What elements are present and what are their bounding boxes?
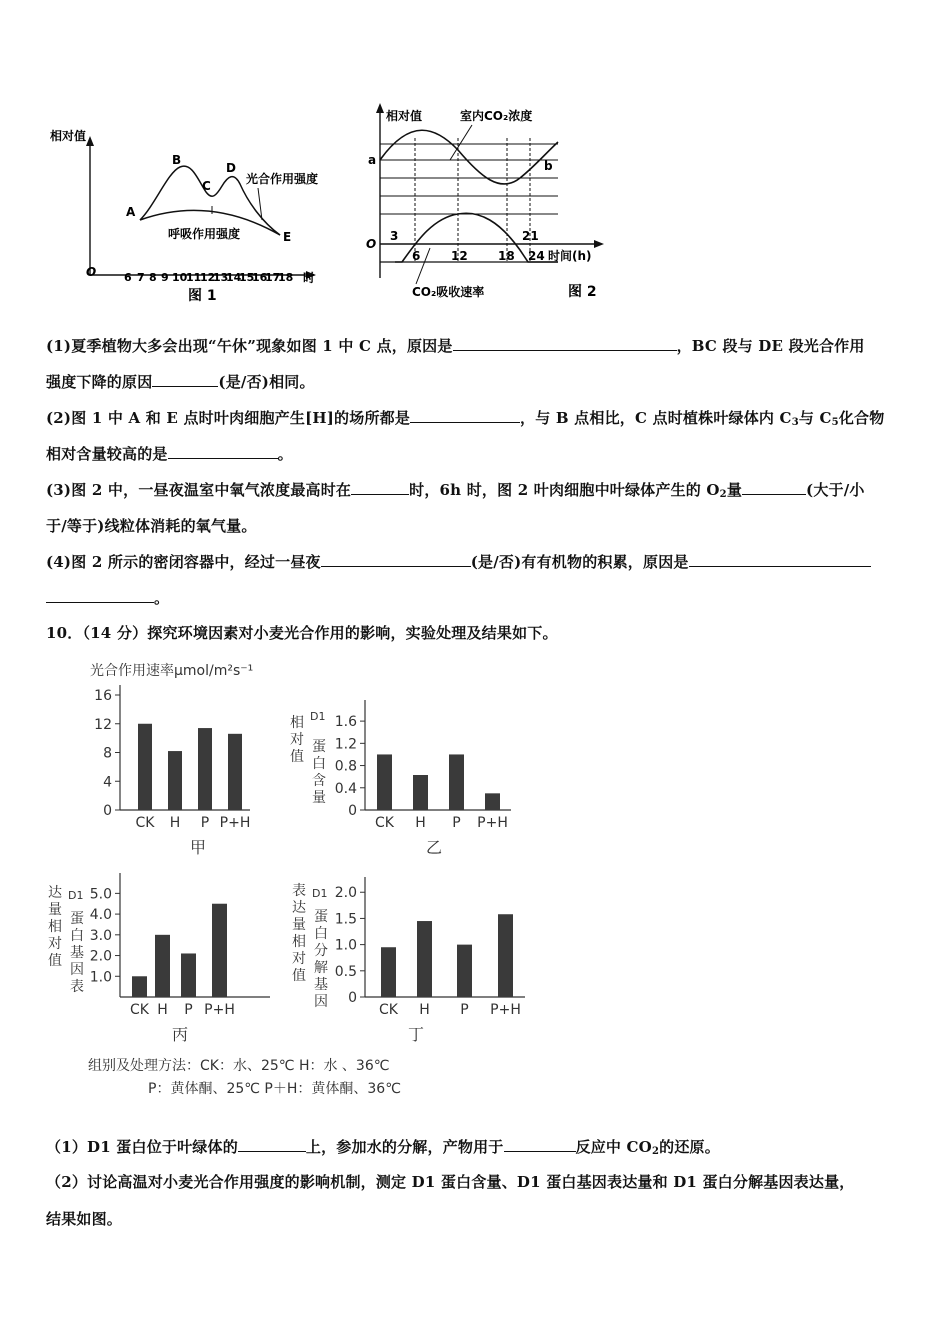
chart-1-xtick-label: H: [415, 815, 426, 831]
chart-yi-ylabel: 蛋白含量相对值D1: [290, 710, 326, 806]
chart-0-ytick-label: 8: [103, 745, 112, 762]
chart-3-xtick-label: P: [460, 1002, 469, 1018]
chart-0-ytick-label: 12: [94, 716, 112, 733]
point-C: C: [202, 179, 211, 193]
chart-0-xtick-label: CK: [135, 815, 155, 831]
chart-3-xtick-label: CK: [379, 1002, 398, 1018]
svg-text:18: 18: [498, 249, 515, 263]
chart-0-xtick-label: P+H: [219, 815, 251, 831]
chart-3-ytick-label: 1.5: [334, 911, 357, 928]
chart-1-ytick-label: 1.6: [334, 714, 357, 731]
fig2-co2-curve: [380, 130, 558, 184]
figure-1: [40, 110, 330, 310]
svg-text:12: 12: [200, 271, 216, 284]
chart-0-ytick-label: 0: [103, 803, 112, 819]
chart-2-bar-P: [181, 953, 196, 997]
q1-blank-2[interactable]: [152, 372, 218, 387]
svg-text:6: 6: [412, 249, 421, 263]
svg-text:7: 7: [137, 271, 145, 284]
chart-2-ytick-label: 2.0: [89, 948, 112, 965]
chart-2-xtick-label: P: [184, 1002, 193, 1018]
chart-3-ytick-label: 0.5: [334, 963, 357, 980]
q3-blank-2[interactable]: [742, 480, 806, 495]
fig1-resp-label: 呼吸作用强度: [168, 227, 241, 241]
chart-0-bar-CK: [138, 724, 152, 810]
chart-2-xtick-label: P+H: [204, 1002, 235, 1018]
chart-3-ytick-label: 2.0: [334, 885, 357, 902]
chart-0-xtick-label: P: [200, 815, 210, 831]
svg-text:10: 10: [172, 271, 188, 284]
q4-line2: 。: [46, 587, 906, 609]
chart-1-ytick-label: 0.4: [334, 780, 357, 797]
chart-1-bar-CK: [377, 754, 392, 810]
chart-1-bar-P+H: [485, 793, 500, 810]
chart-3-bar-CK: [381, 947, 396, 997]
q2-line1: (2)图 1 中 A 和 E 点时叶肉细胞产生[H]的场所都是 ，与 B 点相比，C 点时植株叶绿体内 $C_3$与 $C_5$化合物: [46, 409, 885, 428]
legend-note-line2: P：黄体酮、25℃ P＋H：黄体酮、36℃: [148, 1081, 401, 1097]
chart-3-xtick-label: P+H: [490, 1002, 521, 1018]
chart-2-bar-CK: [132, 976, 147, 997]
chart-0-ytick-label: 4: [103, 774, 112, 791]
fig1-origin: O: [86, 265, 97, 279]
svg-text:9: 9: [161, 271, 169, 284]
q3-line2: 于/等于)线粒体消耗的氧气量。: [46, 517, 257, 535]
q2-line2: 相对含量较高的是 。: [46, 445, 293, 463]
chart-1-bar-P: [449, 754, 464, 810]
chart-2-ytick-label: 3.0: [89, 927, 112, 944]
chart-1-bar-H: [413, 775, 428, 810]
chart-1-xtick-label: P: [452, 815, 461, 831]
fig1-photo-label: 光合作用强度: [246, 172, 319, 186]
svg-text:16: 16: [252, 271, 268, 284]
chart-bing-ylabel: 达量相对值蛋白基因表D1: [48, 885, 84, 995]
svg-text:8: 8: [149, 271, 157, 284]
chart-0-ytick-label: 16: [94, 688, 112, 704]
chart-2-xtick-label: H: [157, 1002, 168, 1018]
chart-ding-ylabel: 表达量相对值蛋白分解基因D1: [292, 883, 328, 1010]
fig2-ylabel: 相对值: [386, 109, 423, 123]
q4-blank-1[interactable]: [321, 552, 471, 567]
chart-1-title: 乙: [426, 838, 443, 857]
svg-text:21: 21: [522, 229, 539, 243]
fig2-co2-label: 室内CO₂浓度: [460, 109, 533, 123]
q10-stem: 10．（14 分）探究环境因素对小麦光合作用的影响，实验处理及结果如下。: [46, 624, 558, 642]
point-D: D: [226, 161, 236, 175]
q10-1-blank-2[interactable]: [504, 1137, 576, 1152]
chart-1-ytick-label: 0.8: [334, 758, 357, 775]
chart-3-title: 丁: [408, 1025, 425, 1044]
fig2-origin: O: [366, 237, 377, 251]
point-B: B: [172, 153, 182, 167]
fig1-xticks: [124, 271, 293, 284]
chart-jia-ylabel: 光合作用速率μmol/m²s⁻¹: [90, 663, 254, 679]
chart-1-xtick-label: P+H: [477, 815, 508, 831]
q10-2-line2: 结果如图。: [46, 1210, 123, 1228]
chart-3-bar-P+H: [498, 914, 513, 997]
fig1-caption: 图 1: [188, 288, 217, 304]
chart-2-title: 丙: [172, 1025, 189, 1044]
fig1-ylabel: 相对值: [50, 129, 87, 143]
chart-0-bar-P: [198, 728, 212, 810]
q4-line1: (4)图 2 所示的密闭容器中，经过一昼夜 (是/否)有有机物的积累，原因是: [46, 551, 906, 573]
chart-2-ytick-label: 1.0: [89, 969, 112, 986]
q2-blank-2[interactable]: [168, 444, 278, 459]
bar-charts: [40, 655, 540, 1105]
q1-blank-1[interactable]: [453, 336, 677, 351]
fig2-caption: 图 2: [568, 284, 597, 300]
chart-2-ytick-label: 4.0: [89, 907, 112, 924]
chart-1-ytick-label: 0: [348, 803, 357, 819]
svg-text:6: 6: [124, 271, 132, 284]
q3-blank-1[interactable]: [351, 480, 409, 495]
chart-0-title: 甲: [190, 838, 207, 857]
chart-0-xtick-label: H: [169, 815, 181, 831]
chart-1-xtick-label: CK: [375, 815, 394, 831]
svg-text:12: 12: [451, 249, 468, 263]
chart-2-bar-P+H: [212, 904, 227, 997]
figure-2: [340, 98, 630, 308]
svg-text:13: 13: [213, 271, 229, 284]
chart-2-bar-H: [155, 935, 170, 997]
chart-3-xtick-label: H: [419, 1002, 430, 1018]
legend-note-line1: 组别及处理方法：CK：水、25℃ H：水 、36℃: [88, 1058, 390, 1074]
q1-line2: 强度下降的原因 (是/否)相同。: [46, 373, 315, 391]
chart-3-bar-H: [417, 921, 432, 997]
q4-blank-2[interactable]: [689, 552, 871, 567]
q1-line1: (1)夏季植物大多会出现“午休”现象如图 1 中 C 点，原因是 ，BC 段与 DE 段光合作用: [46, 337, 865, 355]
svg-text:14: 14: [226, 271, 242, 284]
chart-1-ytick-label: 1.2: [334, 736, 357, 753]
chart-2-xtick-label: CK: [130, 1002, 149, 1018]
q2-blank-1[interactable]: [410, 408, 520, 423]
svg-text:11: 11: [186, 271, 202, 284]
svg-text:15: 15: [239, 271, 255, 284]
chart-2-ytick-label: 5.0: [89, 886, 112, 903]
q10-1: （1）D1 蛋白位于叶绿体的 上，参加水的分解，产物用于 反应中 $CO_2$的还原。: [46, 1138, 720, 1157]
fig2-b: b: [544, 159, 553, 173]
chart-0-bar-P+H: [228, 734, 242, 810]
svg-text:17: 17: [265, 271, 281, 284]
fig2-a: a: [368, 153, 377, 167]
q10-1-blank-1[interactable]: [238, 1137, 306, 1152]
chart-3-ytick-label: 1.0: [334, 937, 357, 954]
chart-3-ytick-label: 0: [348, 990, 357, 1006]
svg-text:3: 3: [390, 229, 399, 243]
q10-2-line1: （2）讨论高温对小麦光合作用强度的影响机制，测定 D1 蛋白含量、D1 蛋白基因表达量和 D1 蛋白分解基因表达量，: [46, 1173, 855, 1191]
fig2-xunit: 时间(h): [548, 249, 592, 263]
fig1-xunit: 时: [303, 271, 316, 285]
chart-0-bar-H: [168, 751, 182, 810]
fig2-rate-label: CO₂吸收速率: [412, 285, 485, 299]
svg-text:24: 24: [528, 249, 545, 263]
point-A: A: [126, 205, 136, 219]
q4-blank-3[interactable]: [46, 588, 154, 603]
chart-3-bar-P: [457, 945, 472, 997]
q3-line1: (3)图 2 中，一昼夜温室中氧气浓度最高时在 时，6h 时，图 2 叶肉细胞中叶绿体产生的 $O_2$量 (大于/小: [46, 481, 865, 500]
point-E: E: [283, 230, 292, 244]
svg-text:18: 18: [278, 271, 294, 284]
